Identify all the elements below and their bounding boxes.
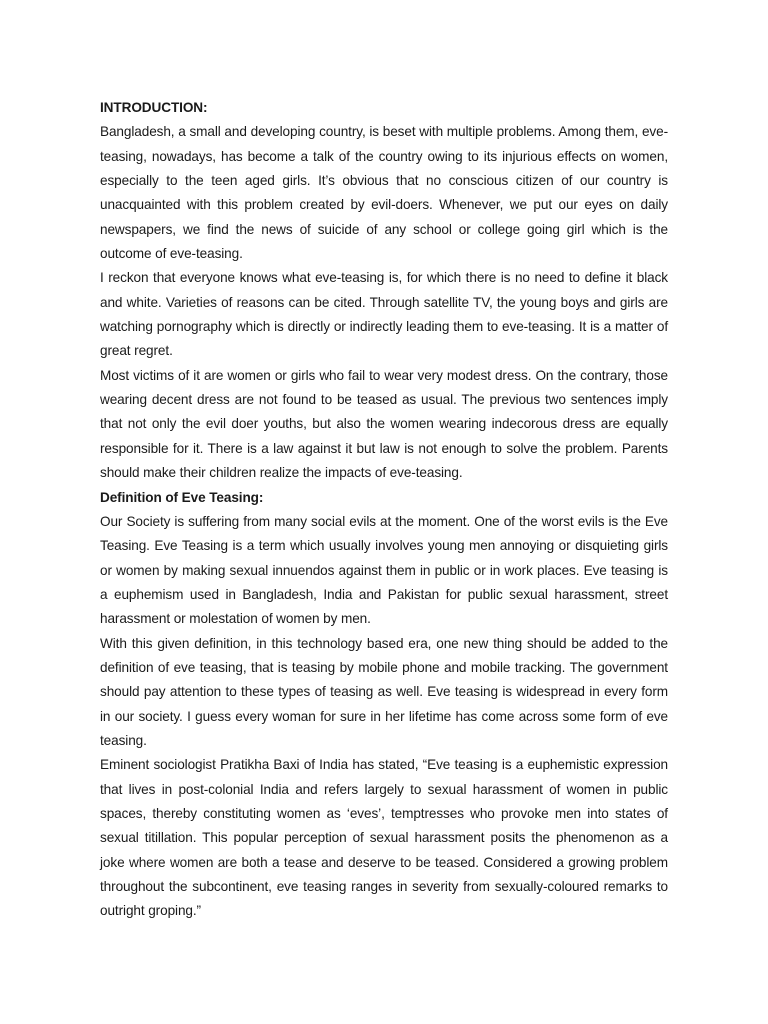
- definition-paragraph-3: Eminent sociologist Pratikha Baxi of India has stated, “Eve teasing is a euphemistic expression that lives in post-colonial India and refers largely to sexual harassment of women in public spaces, thereby constituting women as ‘eves’, temptresses who provoke men into states of sexual titillation. This popular perception of sexual harassment posits the phenomenon as a joke where women are both a tease and deserve to be teased. Considered a growing problem throughout the subcontinent, eve teasing ranges in severity from sexually-coloured remarks to outright groping.”: [100, 757, 668, 919]
- definition-paragraph-1: Our Society is suffering from many social evils at the moment. One of the worst evils is the Eve Teasing. Eve Teasing is a term which usually involves young men annoying or disquieting girls or women by making sexual innuendos against them in public or in work places. Eve teasing is a euphemism used in Bangladesh, India and Pakistan for public sexual harassment, street harassment or molestation of women by men.: [100, 513, 668, 627]
- definition-heading: Definition of Eve Teasing:: [100, 489, 264, 505]
- definition-paragraph-2: With this given definition, in this technology based era, one new thing should be added to the definition of eve teasing, that is teasing by mobile phone and mobile tracking. The government should pay attention to these types of teasing as well. Eve teasing is widespread in every form in our society. I guess every woman for sure in her lifetime has come across some form of eve teasing.: [100, 635, 668, 748]
- intro-paragraph-3: Most victims of it are women or girls who fail to wear very modest dress. On the contrary, those wearing decent dress are not found to be teased as usual. The previous two sentences imply that not only the evil doer youths, but also the women wearing indecorous dress are equally responsible for it. There is a law against it but law is not enough to solve the problem. Parents should make their children realize the impacts of eve-teasing.: [100, 367, 668, 481]
- introduction-heading: INTRODUCTION:: [100, 100, 208, 115]
- intro-paragraph-2: I reckon that everyone knows what eve-teasing is, for which there is no need to define it black and white. Varieties of reasons can be cited. Through satellite TV, the young boys and girls are watching pornography which is directly or indirectly leading them to eve-teasing. It is a matter of great regret.: [100, 270, 668, 359]
- document-page: [100, 96, 668, 924]
- intro-paragraph-1: Bangladesh, a small and developing country, is beset with multiple problems. Among them, eve-teasing, nowadays, has become a talk of the country owing to its injurious effects on women, especially to the teen aged girls. It’s obvious that no conscious citizen of our country is unacquainted with this problem created by evil-doers. Whenever, we put our eyes on daily newspapers, we find the news of suicide of any school or college going girl which is the outcome of eve-teasing.: [100, 124, 668, 262]
